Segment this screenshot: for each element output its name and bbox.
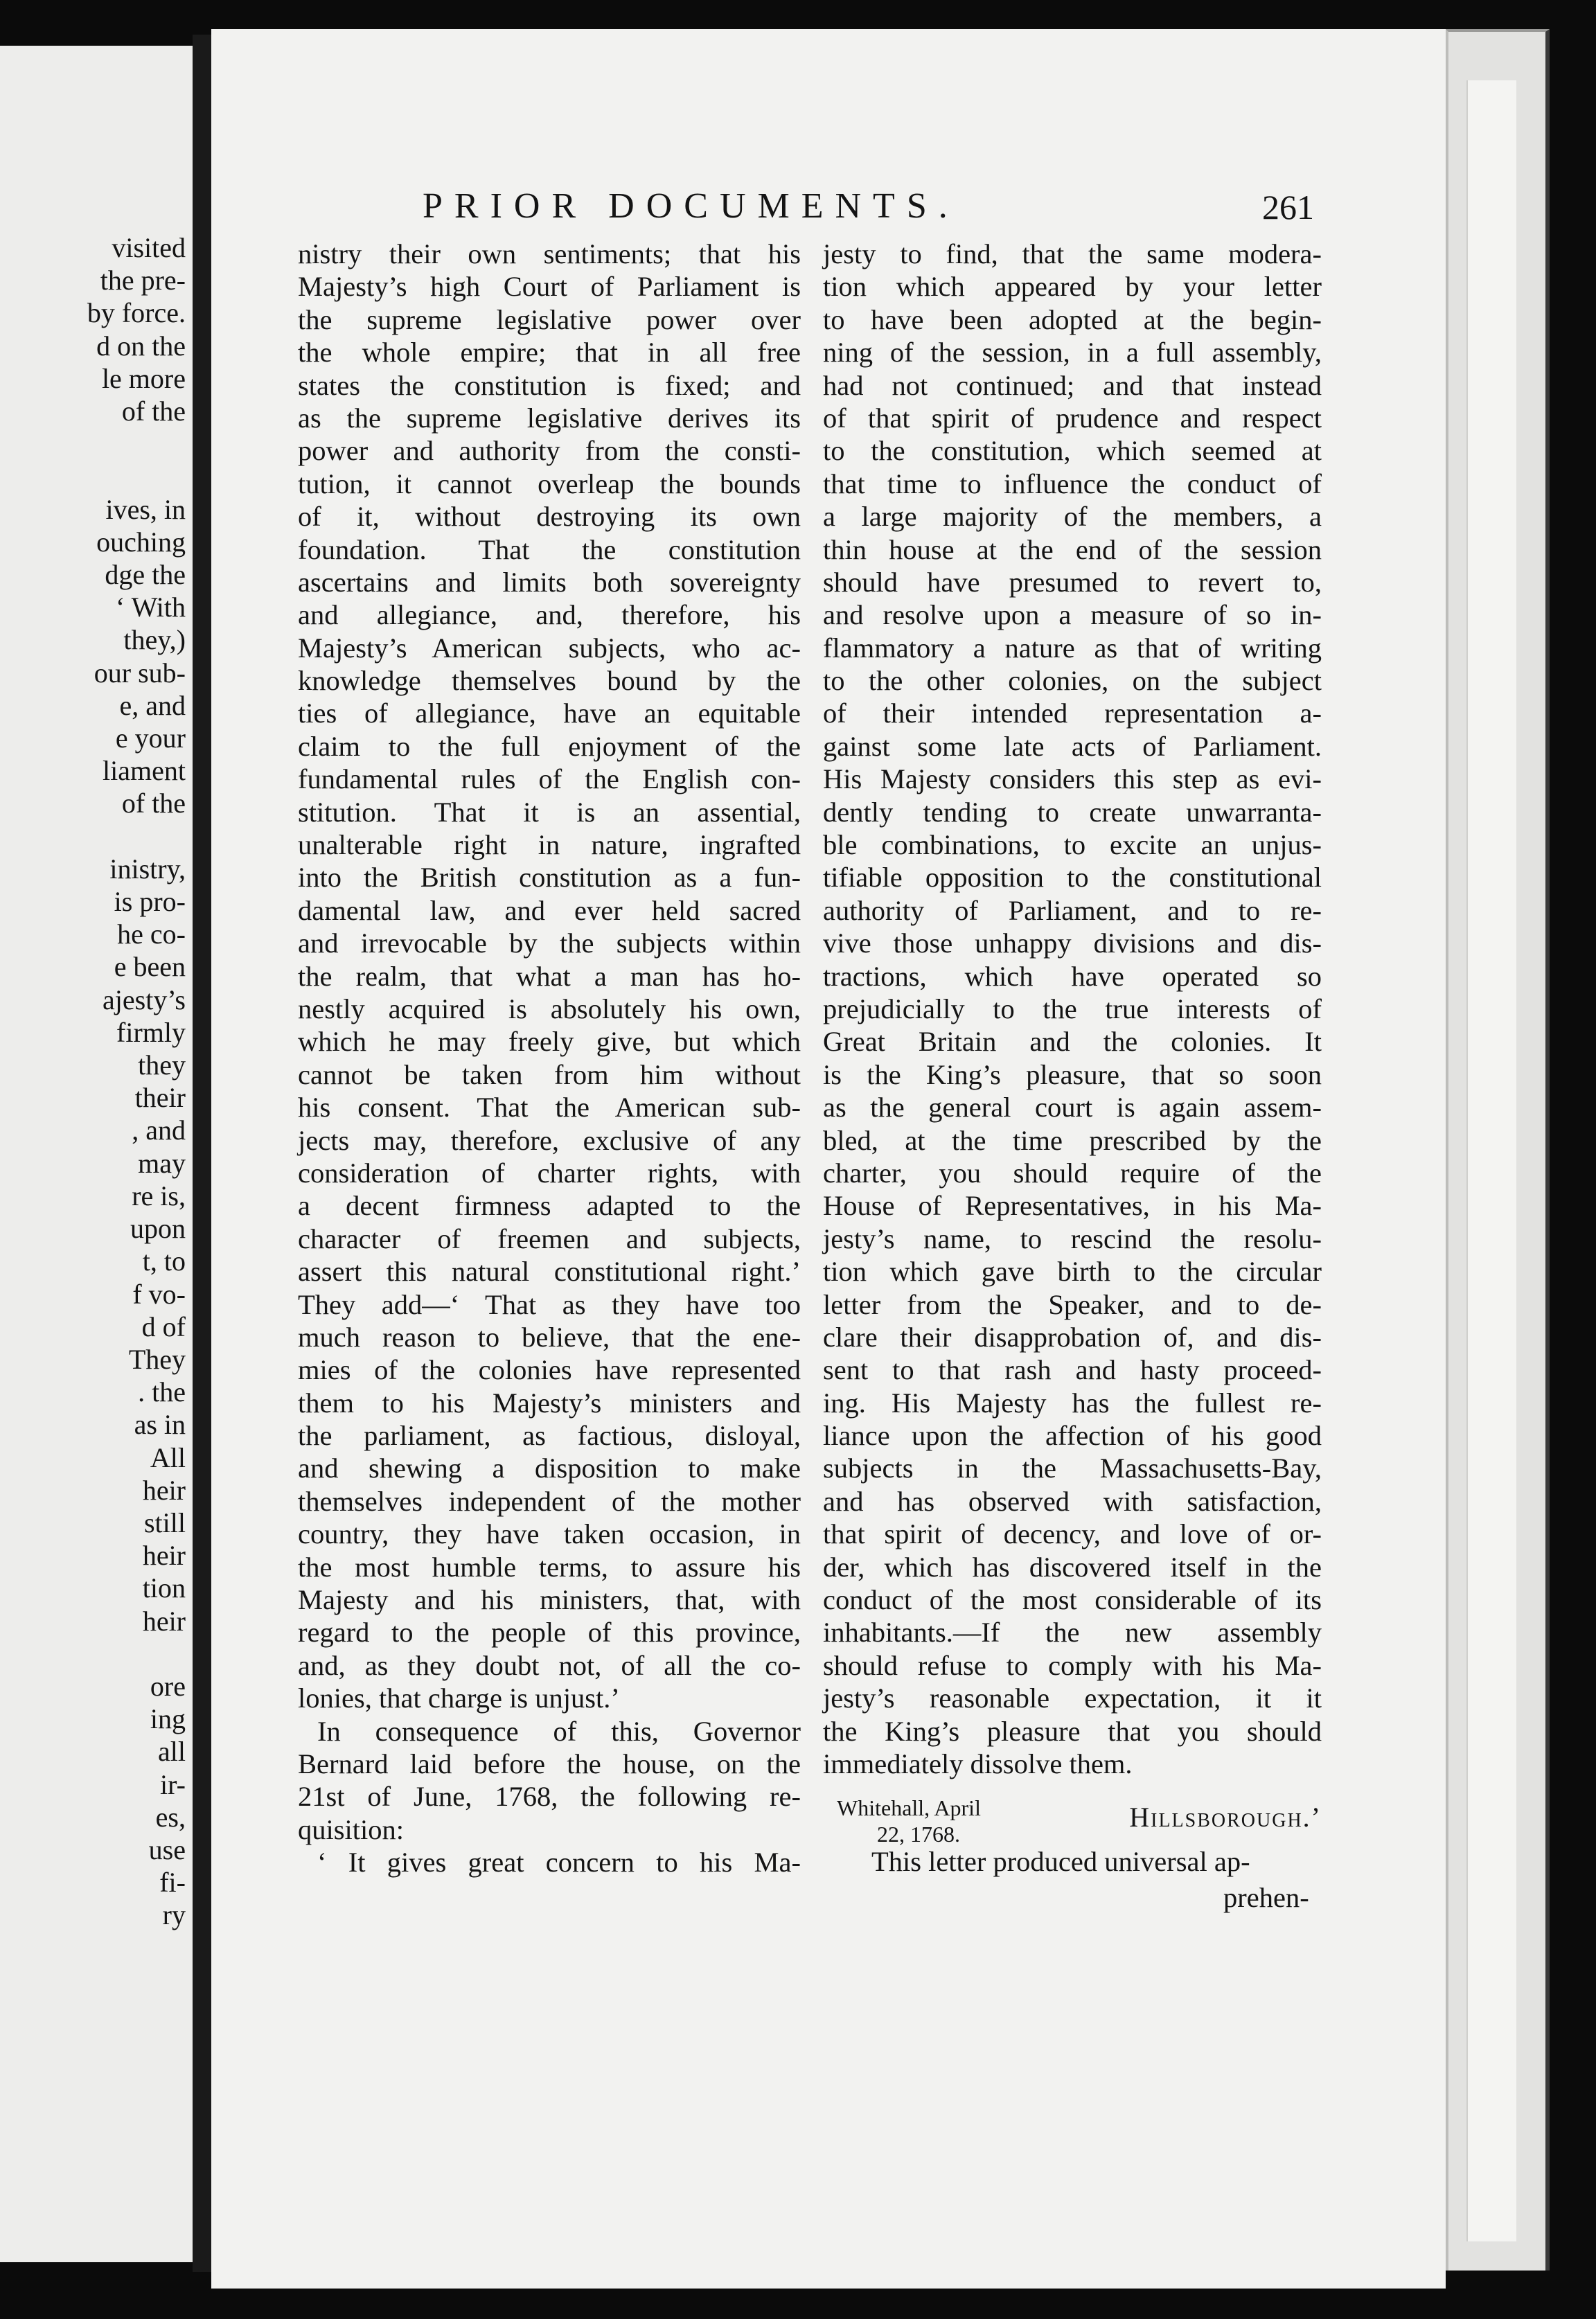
text-line: that spirit of decency, and love of or-	[823, 1518, 1322, 1550]
text-line: to have been adopted at the begin-	[823, 303, 1322, 335]
text-line: unalterable right in nature, ingrafted	[298, 829, 801, 861]
text-line: jesty to find, that the same modera-	[823, 238, 1322, 269]
previous-page-line: they	[138, 1049, 186, 1081]
previous-page-line: f vo-	[132, 1278, 186, 1310]
previous-page-line: firmly	[116, 1016, 186, 1048]
text-line: ble combinations, to excite an unjus-	[823, 829, 1322, 861]
text-line: claim to the full enjoyment of the	[298, 730, 801, 762]
text-line: jesty’s reasonable expectation, it it	[823, 1682, 1322, 1714]
text-line: Majesty and his ministers, that, with	[298, 1584, 801, 1616]
previous-page-line: e, and	[119, 689, 186, 721]
text-line: power and authority from the consti-	[298, 435, 801, 467]
text-line: jesty’s name, to rescind the resolu-	[823, 1223, 1322, 1254]
previous-page-line: they,)	[123, 624, 186, 656]
text-line: tution, it cannot overleap the bounds	[298, 468, 801, 499]
text-line: Bernard laid before the house, on the	[298, 1748, 801, 1779]
text-line: as the general court is again assem-	[823, 1092, 1322, 1123]
page-edge-inner	[1466, 80, 1516, 2241]
text-line: the realm, that what a man has ho-	[298, 960, 801, 992]
text-line: nistry their own sentiments; that his	[298, 238, 801, 269]
text-line: themselves independent of the mother	[298, 1485, 801, 1517]
text-line: had not continued; and that instead	[823, 369, 1322, 401]
text-line: and shewing a disposition to make	[298, 1452, 801, 1484]
previous-page-line: ore	[150, 1670, 186, 1702]
text-line: lonies, that charge is unjust.’	[298, 1682, 620, 1714]
text-line: tion which gave birth to the circular	[823, 1256, 1322, 1288]
text-line: much reason to believe, that the ene-	[298, 1321, 801, 1353]
previous-page-line: use	[148, 1833, 186, 1865]
previous-page-line: may	[138, 1147, 186, 1179]
previous-page-line: , and	[132, 1114, 186, 1146]
text-line: bled, at the time prescribed by the	[823, 1124, 1322, 1156]
previous-page-line: d of	[141, 1310, 186, 1342]
text-line: jects may, therefore, exclusive of any	[298, 1124, 801, 1156]
right-column-text	[823, 238, 1322, 1780]
text-line: immediately dissolve them.	[823, 1748, 1133, 1779]
text-line: ascertains and limits both sovereignty	[298, 566, 801, 598]
text-line: as the supreme legislative derives its	[298, 402, 801, 434]
previous-page-line: the pre-	[100, 265, 186, 296]
text-line: of it, without destroying its own	[298, 501, 801, 533]
text-line: the parliament, as factious, disloyal,	[298, 1420, 801, 1452]
text-line: and has observed with satisfaction,	[823, 1485, 1322, 1517]
text-line: tion which appeared by your letter	[823, 271, 1322, 303]
text-line: should have presumed to revert to,	[823, 566, 1322, 598]
text-line: into the British constitution as a fun-	[298, 862, 801, 894]
text-line: states the constitution is fixed; and	[298, 369, 801, 401]
text-line: ing. His Majesty has the fullest re-	[823, 1387, 1322, 1419]
text-line: country, they have taken occasion, in	[298, 1518, 801, 1550]
previous-page-line: still	[143, 1507, 186, 1538]
text-line: subjects in the Massachusetts-Bay,	[823, 1452, 1322, 1484]
text-line: House of Representatives, in his Ma-	[823, 1190, 1322, 1222]
text-line: mies of the colonies have represented	[298, 1354, 801, 1386]
previous-page-line: he co-	[117, 918, 186, 950]
signoff-signer: Hillsborough.’	[1129, 1802, 1322, 1833]
text-line: fundamental rules of the English con-	[298, 763, 801, 795]
text-line: consideration of charter rights, with	[298, 1157, 801, 1189]
text-line: foundation. That the constitution	[298, 533, 801, 565]
previous-page-line	[0, 820, 186, 853]
left-column-text	[298, 238, 801, 1879]
previous-page-line	[0, 460, 186, 492]
text-line: ties of allegiance, have an equitable	[298, 698, 801, 729]
text-line: is the King’s pleasure, that so soon	[823, 1058, 1322, 1090]
previous-page-line: re is,	[132, 1180, 186, 1211]
previous-page-line: le more	[101, 362, 186, 394]
previous-page-line: heir	[142, 1474, 186, 1506]
previous-page-line: ajesty’s	[103, 984, 186, 1015]
text-line: that time to influence the conduct of	[823, 468, 1322, 499]
text-line: regard to the people of this province,	[298, 1617, 801, 1649]
previous-page-line: upon	[130, 1213, 186, 1245]
previous-page-line: all	[158, 1736, 186, 1768]
text-line: charter, you should require of the	[823, 1157, 1322, 1189]
text-line: They add—‘ That as they have too	[298, 1288, 801, 1320]
text-line: should refuse to comply with his Ma-	[823, 1649, 1322, 1681]
text-line: Great Britain and the colonies. It	[823, 1026, 1322, 1058]
previous-page-line: dge the	[105, 559, 186, 591]
previous-page	[0, 46, 195, 2262]
previous-page-line: t, to	[142, 1245, 186, 1277]
text-line: of that spirit of prudence and respect	[823, 402, 1322, 434]
text-line: inhabitants.—If the new assembly	[823, 1617, 1322, 1649]
previous-page-line: They	[128, 1343, 186, 1375]
previous-page-line: by force.	[87, 297, 186, 329]
text-line: Majesty’s high Court of Parliament is	[298, 271, 801, 303]
previous-page-line: of the	[121, 788, 186, 819]
text-line: to the constitution, which seemed at	[823, 435, 1322, 467]
text-line: Majesty’s American subjects, who ac-	[298, 632, 801, 664]
previous-page-line: liament	[103, 755, 186, 787]
text-line: quisition:	[298, 1813, 405, 1845]
text-line: stitution. That it is an assential,	[298, 796, 801, 828]
previous-page-line	[0, 1637, 186, 1670]
text-line: thin house at the end of the session	[823, 533, 1322, 565]
previous-page-line: their	[134, 1082, 186, 1114]
text-line: his consent. That the American sub-	[298, 1092, 801, 1123]
page-edge-strip	[1446, 29, 1550, 2271]
text-line: prejudicially to the true interests of	[823, 993, 1322, 1024]
text-line: them to his Majesty’s ministers and	[298, 1387, 801, 1419]
text-line: tifiable opposition to the constitutional	[823, 862, 1322, 894]
text-line: and allegiance, and, therefore, his	[298, 599, 801, 631]
text-line: the King’s pleasure that you should	[823, 1715, 1322, 1747]
previous-page-line: ives, in	[105, 493, 186, 525]
previous-page-line: inistry,	[109, 853, 186, 885]
previous-page-line: of the	[121, 396, 186, 427]
text-line: damental law, and ever held sacred	[298, 894, 801, 926]
text-line: clare their disapprobation of, and dis-	[823, 1321, 1322, 1353]
previous-page-line	[0, 427, 186, 460]
after-signoff-line: This letter produced universal ap-	[871, 1846, 1250, 1877]
text-line: authority of Parliament, and to re-	[823, 894, 1322, 926]
text-line: cannot be taken from him without	[298, 1058, 801, 1090]
previous-page-line: ir-	[160, 1768, 186, 1800]
text-line: sent to that rash and hasty proceed-	[823, 1354, 1322, 1386]
text-line: liance upon the affection of his good	[823, 1420, 1322, 1452]
page-number: 261	[1262, 188, 1314, 226]
text-line: a decent firmness adapted to the	[298, 1190, 801, 1222]
previous-page-line: tion	[142, 1572, 186, 1604]
book-gutter	[193, 35, 213, 2272]
text-line: character of freemen and subjects,	[298, 1223, 801, 1254]
previous-page-line: fi-	[159, 1867, 186, 1899]
previous-page-line: es,	[155, 1801, 186, 1833]
text-line: der, which has discovered itself in the	[823, 1551, 1322, 1583]
previous-page-line: e been	[114, 951, 186, 983]
previous-page-line: is pro-	[114, 886, 186, 918]
text-line: of their intended representation a-	[823, 698, 1322, 729]
text-line: and, as they doubt not, of all the co-	[298, 1649, 801, 1681]
previous-page-line: as in	[134, 1409, 186, 1441]
text-line: In consequence of this, Governor	[317, 1715, 801, 1747]
text-line: His Majesty considers this step as evi-	[823, 763, 1322, 795]
previous-page-line: our sub-	[94, 657, 186, 688]
catchword: prehen-	[1223, 1882, 1309, 1913]
previous-page-line: . the	[138, 1376, 186, 1408]
previous-page-text-fragments	[0, 231, 186, 1932]
text-line: and resolve upon a measure of so in-	[823, 599, 1322, 631]
text-line: the most humble terms, to assure his	[298, 1551, 801, 1583]
running-header-title: PRIOR DOCUMENTS.	[423, 186, 959, 226]
previous-page-line: d on the	[96, 330, 186, 362]
text-line: gainst some late acts of Parliament.	[823, 730, 1322, 762]
text-line: knowledge themselves bound by the	[298, 665, 801, 697]
text-line: conduct of the most considerable of its	[823, 1584, 1322, 1616]
text-line: nestly acquired is absolutely his own,	[298, 993, 801, 1024]
previous-page-line: heir	[142, 1605, 186, 1637]
text-line: flammatory a nature as that of writing	[823, 632, 1322, 664]
signoff-place: Whitehall, April	[837, 1795, 981, 1820]
text-line: ‘ It gives great concern to his Ma-	[317, 1847, 801, 1878]
previous-page-line: All	[150, 1441, 186, 1473]
text-line: which he may freely give, but which	[298, 1026, 801, 1058]
text-line: letter from the Speaker, and to de-	[823, 1288, 1322, 1320]
previous-page-line: visited	[112, 232, 186, 263]
previous-page-line: ouching	[96, 526, 186, 558]
signoff-date: 22, 1768.	[877, 1822, 960, 1847]
previous-page-line: e your	[115, 722, 186, 754]
text-line: a large majority of the members, a	[823, 501, 1322, 533]
text-line: and irrevocable by the subjects within	[298, 927, 801, 959]
previous-page-line: heir	[142, 1540, 186, 1572]
previous-page-line: ‘ With	[116, 592, 186, 623]
text-line: vive those unhappy divisions and dis-	[823, 927, 1322, 959]
text-line: the whole empire; that in all free	[298, 337, 801, 368]
text-line: assert this natural constitutional right.’	[298, 1256, 801, 1288]
text-line: tractions, which have operated so	[823, 960, 1322, 992]
text-line: 21st of June, 1768, the following re-	[298, 1781, 801, 1813]
previous-page-line: ing	[150, 1703, 186, 1735]
text-line: dently tending to create unwarranta-	[823, 796, 1322, 828]
text-line: ning of the session, in a full assembly,	[823, 337, 1322, 368]
text-line: to the other colonies, on the subject	[823, 665, 1322, 697]
text-line: the supreme legislative power over	[298, 303, 801, 335]
previous-page-line: ry	[162, 1899, 186, 1931]
